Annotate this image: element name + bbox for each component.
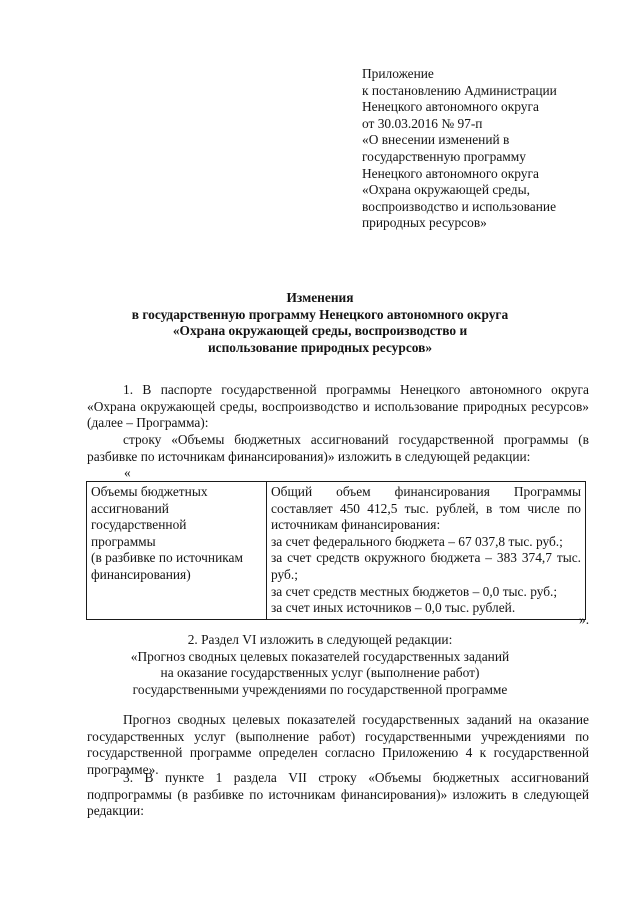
header-line: государственную программу [362, 148, 526, 164]
item-3-paragraph: 3. В пункте 1 раздела VII строку «Объемы бюджетных ассигнований подпрограммы (в разбивке по источникам финансирования)» изложить в следующей редакции: [87, 770, 589, 819]
title-line: использование природных ресурсов» [207, 339, 433, 355]
financing-table [86, 481, 586, 620]
item-2-heading [80, 632, 560, 698]
table-cell-label [87, 482, 267, 620]
item-1-instruction: строку «Объемы бюджетных ассигнований государственной программы (в разбивке по источникам финансирования)» изложить в следующей редакции: [87, 432, 589, 464]
title-line: в государственную программу Ненецкого автономного округа [131, 306, 509, 322]
title-line: «Охрана окружающей среды, воспроизводство и [172, 323, 468, 339]
value-line: за счет средств местных бюджетов – 0,0 тыс. руб.; [271, 583, 558, 599]
item-2-line: государственными учреждениями по государственной программе [132, 681, 508, 697]
label-line: (в разбивке по источникам [91, 550, 243, 566]
item-2-line: на оказание государственных услуг (выполнение работ) [160, 665, 480, 681]
header-line: природных ресурсов» [362, 215, 487, 231]
label-line: государственной [91, 517, 187, 533]
title-line: Изменения [286, 290, 354, 305]
header-line: «Охрана окружающей среды, [362, 182, 530, 198]
value-line: Общий объем финансирования Программы составляет 450 412,5 тыс. рублей, в том числе по источникам финансирования: [271, 484, 581, 533]
quote-open-mark: « [124, 465, 131, 480]
label-line: Объемы бюджетных [91, 484, 208, 499]
table-cell-value [267, 482, 586, 620]
label-line: ассигнований [91, 500, 169, 516]
item-2-paragraph: Прогноз сводных целевых показателей государственных заданий на оказание государственных услуг (выполнение работ) государственными учреждениями по государственной программе определен согласно Приложению 4 к государственной программе». [87, 712, 589, 777]
header-line: от 30.03.2016 № 97-п [362, 115, 483, 131]
header-line: Приложение [362, 66, 434, 81]
item-2-line: 2. Раздел VI изложить в следующей редакции: [187, 632, 453, 647]
header-line: воспроизводство и использование [362, 198, 557, 214]
appendix-header [362, 66, 602, 232]
quote-close-mark: ». [579, 612, 590, 627]
value-line: за счет средств окружного бюджета – 383 374,7 тыс. руб.; [271, 550, 581, 582]
table-row [87, 482, 586, 620]
value-line: за счет иных источников – 0,0 тыс. рублей. [271, 600, 516, 616]
document-title [80, 290, 560, 356]
header-line: к постановлению Администрации [362, 82, 557, 98]
label-line: финансирования) [91, 566, 191, 582]
header-line: «О внесении изменений в [362, 132, 510, 148]
label-line: программы [91, 533, 156, 549]
item-1-paragraph: 1. В паспорте государственной программы Ненецкого автономного округа «Охрана окружающей среды, воспроизводство и использование природных ресурсов» (далее – Программа): [87, 382, 589, 431]
value-line: за счет федерального бюджета – 67 037,8 тыс. руб.; [271, 533, 563, 549]
header-line: Ненецкого автономного округа [362, 99, 539, 115]
item-2-line: «Прогноз сводных целевых показателей государственных заданий [130, 648, 510, 664]
header-line: Ненецкого автономного округа [362, 165, 539, 181]
